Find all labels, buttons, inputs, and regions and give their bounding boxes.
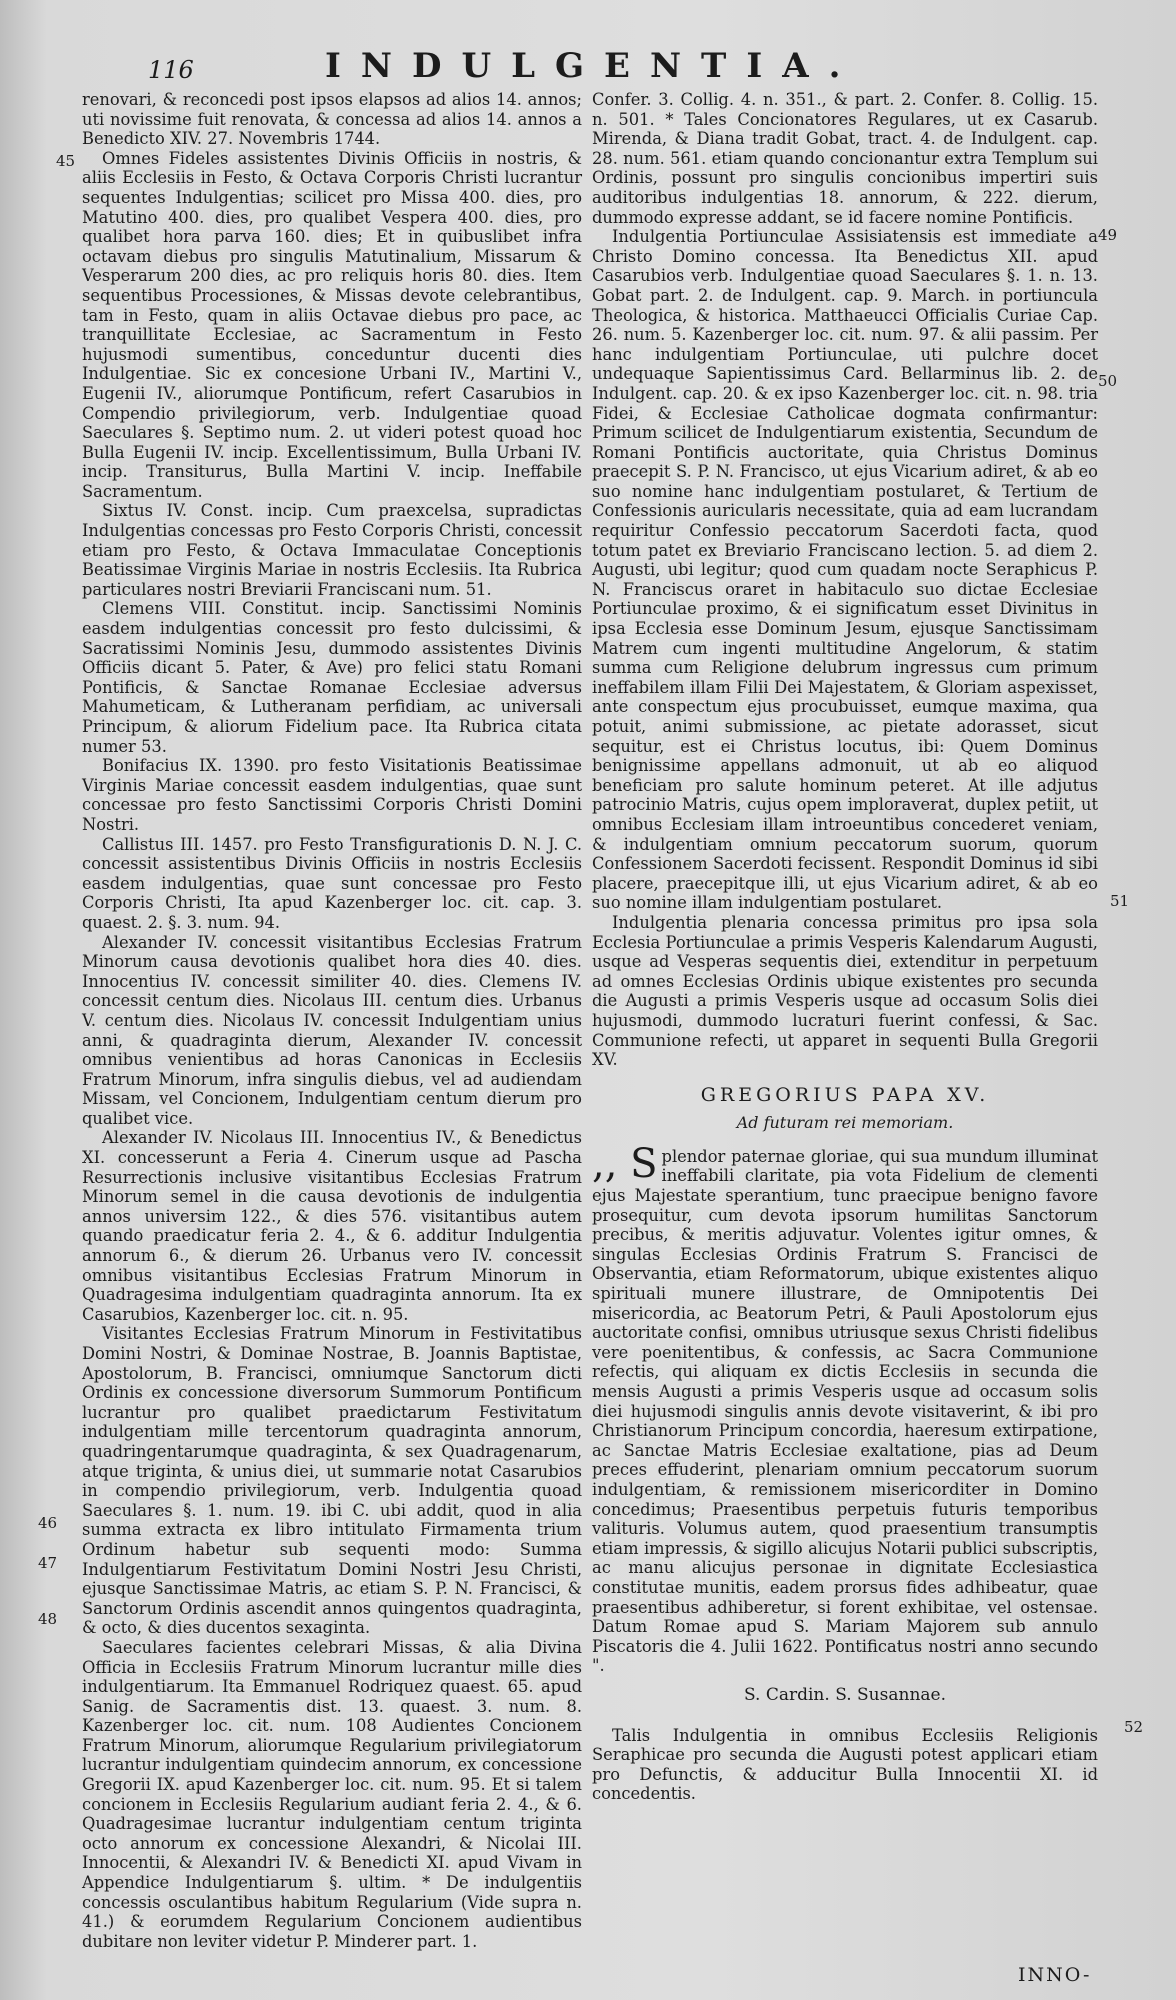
paragraph: Saeculares facientes celebrari Missas, & alia Divina Officia in Ecclesiis Fratrum Minorum lucrantur mille dies indulgentiarum. Ita Emmanuel Rodriquez quaest. 65. apud Sanig. de Sacramentis dist. 13. quaest. 3. num. 8. Kazenberger loc. cit. num. 108 Audientes Concionem Fratrum Minorum, aliorumque Regularium privilegiatorum lucrantur indulgentiam quindecim annorum, ex concessione Gregorii IX. apud Kazenberger loc. cit. num. 95. Et si talem concionem in Ecclesiis Regularium audiant feria 2. 4., & 6. Quadragesimae lucrantur indulgentiam centum triginta octo annorum ex concessione Alexandri, & Nicolai III. Innocentii, & Alexandri IV. & Benedicti XI. apud Vivam in Appendice Indulgentiarum §. ultim. * De indulgentiis concessis osculantibus habitum Regularium (Vide supra n. 41.) & eorumdem Regularium Concionem audientibus dubitare non leviter videtur P. Minderer part. 1. [82, 1637, 582, 1951]
signature: S. Cardin. S. Susannae. [744, 1684, 946, 1705]
left-column [82, 90, 582, 1951]
paragraph: Sixtus IV. Const. incip. Cum praexcelsa, supradictas Indulgentias concessas pro Festo Corporis Christi, concessit etiam pro Festo, & Octava Immaculatae Conceptionis Beatissimae Virginis Mariae in nostris Ecclesiis. Ita Rubrica particulares nostri Breviarii Franciscani num. 51. [82, 501, 582, 599]
paragraph: renovari, & reconcedi post ipsos elapsos ad alios 14. annos; uti novissime fuit renovata, & concessa ad alios 14. annos a Benedicto XIV. 27. Novembris 1744. [82, 90, 582, 149]
bull-body: plendor paternae gloriae, qui sua mundum illuminat ineffabili claritate, pia vota Fidelium de clementi ejus Majestate sperantium, tunc praecipue benigno favore prosequitur, cum devota ipsorum humilitas Sanctorum precibus, & meritis adjuvatur. Volentes igitur omnes, & singulas Ecclesias Ordinis Fratrum S. Francisci de Observantia, etiam Reformatorum, ubique existentes aliquo spirituali munere illustrare, de Omnipotentis Dei misericordia, ac Beatorum Petri, & Pauli Apostolorum ejus auctoritate confisi, omnibus utriusque sexus Christi fidelibus vere poenitentibus, & confessis, ac Sacra Communione refectis, qui aliquam ex dictis Ecclesiis in secunda die mensis Augusti a primis Vesperis usque ad occasum solis diei hujusmodi singulis annis devote visitaverint, & ibi pro Christianorum Principum concordia, haeresum extirpatione, ac Sanctae Matris Ecclesiae exaltatione, pias ad Deum preces effuderint, plenariam omnium peccatorum suorum indulgentiam, & remissionem misericorditer in Domino concedimus; Praesentibus perpetuis futuris temporibus valituris. Volumus autem, quod praesentium transumptis etiam impressis, & sigillo alicujus Notarii publici subscriptis, ac manu alicujus personae in dignitate Ecclesiastica constitutae munitis, eadem prorsus fides adhibeatur, quae praesentibus adhiberetur, si forent exhibitae, vel ostensae. Datum Romae apud S. Mariam Majorem sub annulo Piscatoris die 4. Julii 1622. Pontificatus nostri anno secundo ". [592, 1146, 1098, 1676]
drop-cap: ,, S [592, 1140, 658, 1187]
paragraph: Talis Indulgentia in omnibus Ecclesiis Religionis Seraphicae pro secunda die Augusti potest applicari etiam pro Defunctis, & adducitur Bulla Innocentii XI. id concedentis. [592, 1725, 1098, 1804]
paragraph: Confer. 3. Collig. 4. n. 351., & part. 2. Confer. 8. Collig. 15. n. 501. * Tales Concionatores Regulares, ut ex Casarub. Mirenda, & Diana tradit Gobat, tract. 4. de Indulgent. cap. 28. num. 561. etiam quando concionantur extra Templum sui Ordinis, possunt pro singulis concionibus impertiri suis auditoribus indulgentias 18. annorum, & 222. dierum, dummodo expresse addant, se id facere nomine Pontificis. [592, 90, 1098, 227]
margin-number-51: 51 [1110, 892, 1130, 910]
bull-subtitle: Ad futuram rei memoriam. [736, 1113, 954, 1133]
paragraph: Omnes Fideles assistentes Divinis Officiis in nostris, & aliis Ecclesiis in Festo, & Octava Corporis Christi lucrantur sequentes Indulgentias; scilicet pro Missa 400. dies, pro Matutino 400. dies, pro qualibet Vespera 400. dies, pro qualibet hora parva 160. dies; Et in quibuslibet infra octavam diebus pro singulis Matutinalium, Missarum & Vesperarum 200 dies, ac pro reliquis horis 80. dies. Item sequentibus Processiones, & Missas devote celebrantibus, tam in Festo, quam in aliis Octavae diebus pro pace, ac tranquillitate Ecclesiae, ac Sacramentum in Festo hujusmodi sumentibus, conceduntur ducenti dies Indulgentiae. Sic ex concesione Urbani IV., Martini V., Eugenii IV., aliorumque Pontificum, refert Casarubios in Compendio privilegiorum, verb. Indulgentiae quoad Saeculares §. Septimo num. 2. ut videri potest quoad hoc Bulla Eugenii IV. incip. Excellentissimum, Bulla Urbani IV. incip. Transiturus, Bulla Martini V. incip. Ineffabile Sacramentum. [82, 148, 582, 501]
paragraph: Alexander IV. Nicolaus III. Innocentius IV., & Benedictus XI. concesserunt a Feria 4. Cinerum usque ad Pascha Resurrectionis inclusive visitantibus Ecclesias Fratrum Minorum semel in die causa devotionis de indulgentia annos universim 122., & dies 576. visitantibus autem quando praedicatur feria 2. 4., & 6. additur Indulgentia annorum 6., & dierum 26. Urbanus vero IV. concessit omnibus visitantibus Ecclesias Fratrum Minorum in Quadragesima indulgentiam quadraginta annorum. Ita ex Casarubios, Kazenberger loc. cit. n. 95. [82, 1128, 582, 1324]
margin-number-52: 52 [1124, 1718, 1144, 1736]
paragraph: Indulgentia plenaria concessa primitus pro ipsa sola Ecclesia Portiunculae a primis Vesperis Kalendarum Augusti, usque ad Vesperas sequentis diei, extenditur in perpetuum ad omnes Ecclesias Ordinis ubique existentes pro secunda die Augusti a primis Vesperis usque ad occasum Solis diei hujusmodi, dummodo lucraturi fuerint confessi, & Sac. Communione refecti, ut apparet in sequenti Bulla Gregorii XV. [592, 912, 1098, 1070]
margin-number-45: 45 [56, 152, 76, 170]
margin-number-47: 47 [38, 1554, 58, 1572]
paragraph: Bonifacius IX. 1390. pro festo Visitationis Beatissimae Virginis Mariae concessit easdem indulgentias, quae sunt concessae pro festo Sanctissimi Corporis Christi Domini Nostri. [82, 756, 582, 834]
margin-number-46: 46 [38, 1514, 58, 1532]
paragraph: Alexander IV. concessit visitantibus Ecclesias Fratrum Minorum causa devotionis qualibet hora dies 40. dies. Innocentius IV. concessit similiter 40. dies. Clemens IV. concessit centum dies. Nicolaus III. centum dies. Urbanus V. centum dies. Nicolaus IV. concessit Indulgentiam unius anni, & quadraginta dierum, Alexander IV. concessit omnibus venientibus ad horas Canonicas in Ecclesiis Fratrum Minorum, infra singulis diebus, vel ad audiendam Missam, vel Concionem, Indulgentiam centum dierum pro qualibet vice. [82, 932, 582, 1128]
paragraph: Indulgentia Portiunculae Assisiatensis est immediate a Christo Domino concessa. Ita Benedictus XII. apud Casarubios verb. Indulgentiae quoad Saeculares §. 1. n. 13. Gobat part. 2. de Indulgent. cap. 9. March. in portiuncula Theologica, & historica. Matthaeucci Officialis Curiae Cap. 26. num. 5. Kazenberger loc. cit. num. 97. & alii passim. Per hanc indulgentiam Portiunculae, uti pulchre docet undequaque Sapientissimus Card. Bellarminus lib. 2. de Indulgent. cap. 20. & ex ipso Kazenberger loc. cit. n. 98. tria Fidei, & Ecclesiae Catholicae dogmata confirmantur: Primum scilicet de Indulgentiarum existentia, Secundum de Romani Pontificis auctoritate, quia Christus Dominus praecepit S. P. N. Francisco, ut ejus Vicarium adiret, & ab eo suo nomine hanc indulgentiam postularet, & Tertium de Confessionis auricularis necessitate, quia ad eam lucrandam requiritur Confessio peccatorum Sacerdoti facta, quod totum patet ex Breviario Franciscano lection. 5. ad diem 2. Augusti, ubi legitur; quod cum quadam nocte Seraphicus P. N. Franciscus oraret in habitaculo suo dictae Ecclesiae Portiunculae proximo, & ei significatum esset Divinitus in ipsa Ecclesia esse Dominum Jesum, ejusque Sanctissimam Matrem cum ingenti multitudine Angelorum, & statim summa cum Religione delubrum ingressus cum primum ineffabilem illam Filii Dei Majestatem, & Gloriam aspexisset, ante conspectum ejus procubuisset, eumque maxima, qua potuit, animi submissione, ac pietate adorasset, sicut sequitur, est ei Christus locutus, ibi: Quem Dominus benignissime appellans admonuit, ut ab eo aliquod beneficiam pro salute hominum peteret. At ille adjutus patrocinio Matris, cujus opem imploraverat, duplex petiit, ut omnibus Ecclesiam illam introeuntibus concederet veniam, & indulgentiam omnium peccatorum suorum, quorum Confessionem Sacerdoti fecissent. Respondit Dominus id sibi placere, praecepitque illi, ut ejus Vicarium adiret, & ab eo suo nomine illam indulgentiam postularet. [592, 227, 1098, 913]
margin-number-48: 48 [38, 1610, 58, 1628]
paragraph: Callistus III. 1457. pro Festo Transfigurationis D. N. J. C. concessit assistentibus Divinis Officiis in nostris Ecclesiis easdem indulgentias, quae sunt concessae pro Festo Corporis Christi, Ita apud Kazenberger loc. cit. cap. 3. quaest. 2. §. 3. num. 94. [82, 834, 582, 932]
page-number: 116 [148, 56, 194, 84]
bull-text [592, 1140, 1098, 1676]
margin-number-50: 50 [1098, 372, 1118, 390]
catchword: INNO- [1018, 1964, 1092, 1986]
right-column [592, 90, 1098, 1804]
running-title: INDULGENTIA. [325, 46, 861, 86]
paragraph: Visitantes Ecclesias Fratrum Minorum in Festivitatibus Domini Nostri, & Dominae Nostrae, B. Joannis Baptistae, Apostolorum, B. Francisci, omniumque Sanctorum dicti Ordinis ex concessione diversorum Summorum Pontificum lucrantur pro qualibet praedictarum Festivitatum indulgentiam mille tercentorum quadraginta annorum, quadringentarumque quadraginta, & sex Quadragenarum, atque triginta, & unius diei, ut summarie notat Casarubios in compendio privilegiorum, verb. Indulgentia quoad Saeculares §. 1. num. 19. ibi C. ubi addit, quod in alia summa extracta ex libro intitulato Firmamenta trium Ordinum habetur sub sequenti modo: Summa Indulgentiarum Festivitatum Domini Nostri Jesu Christi, ejusque Sanctissimae Matris, ac etiam S. P. N. Francisci, & Sanctorum Ordinis ascendit annos quingentos quadraginta, & octo, & dies ducentos sexaginta. [82, 1324, 582, 1638]
paragraph: Clemens VIII. Constitut. incip. Sanctissimi Nominis easdem indulgentias concessit pro festo dulcissimi, & Sacratissimi Nominis Jesu, dummodo assistentes Divinis Officiis dicant 5. Pater, & Ave) pro felici statu Romani Pontificis, & Sanctae Romanae Ecclesiae adversus Mahumeticam, & Lutheranam perfidiam, ac universali Principum, & aliorum Fidelium pace. Ita Rubrica citata numer 53. [82, 599, 582, 756]
margin-number-49: 49 [1098, 226, 1118, 244]
bull-title: GREGORIUS PAPA XV. [700, 1083, 990, 1106]
page-header [110, 44, 1110, 84]
